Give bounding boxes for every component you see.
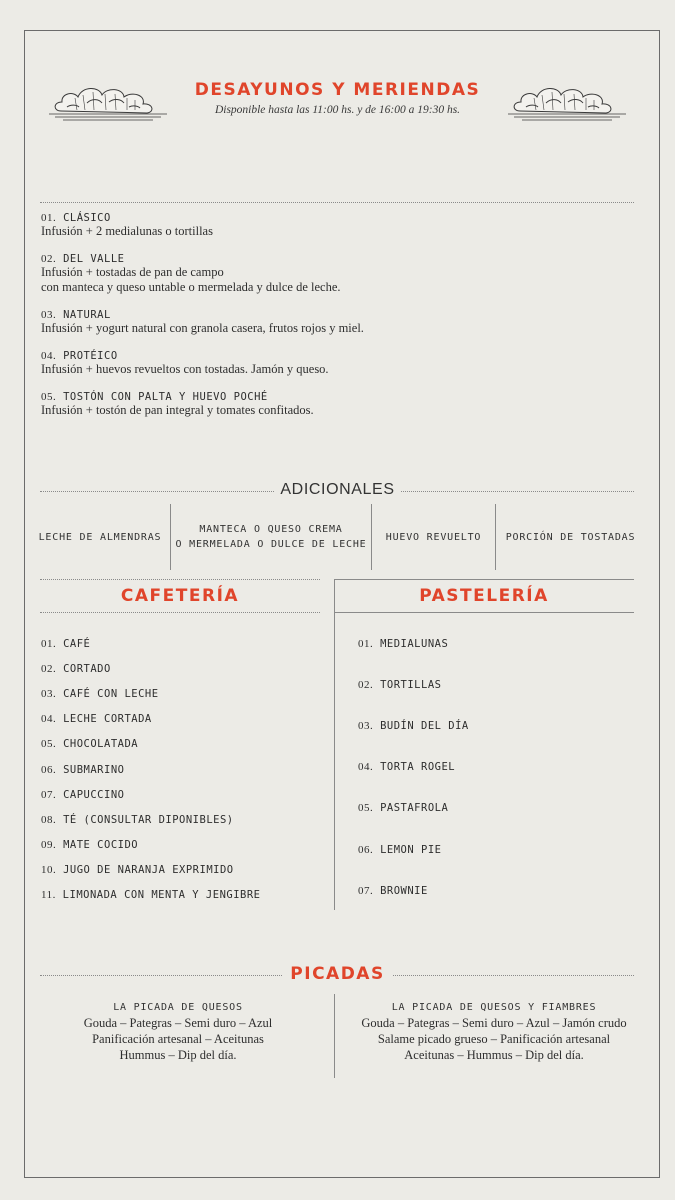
breakfast-item	[41, 212, 621, 239]
item-name: NATURAL	[63, 309, 111, 321]
page-title: DESAYUNOS Y MERIENDAS	[194, 80, 481, 100]
item-number: 01.	[41, 212, 57, 224]
divider	[334, 579, 634, 580]
list-item: 03. BUDÍN DEL DÍA	[358, 720, 469, 732]
list-item: 01. CAFÉ	[41, 638, 91, 650]
picada-line: Hummus – Dip del día.	[119, 1048, 237, 1062]
item-description: con manteca y queso untable o mermelada y dulce de leche.	[41, 280, 341, 294]
item-number: 03.	[41, 309, 57, 321]
column-separator	[334, 579, 335, 910]
divider	[40, 202, 634, 203]
adicionales-title: ADICIONALES	[274, 481, 400, 498]
breakfast-item	[41, 350, 621, 377]
divider	[40, 579, 320, 580]
picadas-heading	[0, 964, 675, 984]
list-item: 07. BROWNIE	[358, 885, 428, 897]
item-description: Infusión + huevos revueltos con tostadas. Jamón y queso.	[41, 362, 329, 376]
list-item: 08. TÉ (CONSULTAR DIPONIBLES)	[41, 814, 234, 826]
list-item: 04. LECHE CORTADA	[41, 713, 152, 725]
list-item: 09. MATE COCIDO	[41, 839, 139, 851]
picada-name: LA PICADA DE QUESOS Y FIAMBRES	[391, 1002, 597, 1013]
item-name: TOSTÓN CON PALTA Y HUEVO POCHÉ	[63, 391, 268, 403]
item-number: 05.	[41, 391, 57, 403]
list-item: 03. CAFÉ CON LECHE	[41, 688, 159, 700]
divider	[40, 612, 320, 613]
item-number: 04.	[41, 350, 57, 362]
pasteleria-title: PASTELERÍA	[419, 586, 549, 606]
list-item: 02. TORTILLAS	[358, 679, 442, 691]
list-item: 10. JUGO DE NARANJA EXPRIMIDO	[41, 864, 234, 876]
list-item: 06. LEMON PIE	[358, 844, 442, 856]
breakfast-item	[41, 253, 621, 295]
list-item: 05. PASTAFROLA	[358, 802, 449, 814]
item-description: Infusión + 2 medialunas o tortillas	[41, 224, 213, 238]
adicional-item: MANTECA O QUESO CREMA O MERMELADA O DULCE DE LECHE	[175, 524, 367, 550]
adicionales-heading	[0, 481, 675, 499]
list-item: 02. CORTADO	[41, 663, 111, 675]
list-item: 05. CHOCOLATADA	[41, 738, 139, 750]
page-subtitle: Disponible hasta las 11:00 hs. y de 16:00 a 19:30 hs.	[214, 104, 461, 116]
list-item: 11. LIMONADA CON MENTA Y JENGIBRE	[41, 889, 261, 901]
picada-line: Panificación artesanal – Aceitunas	[92, 1032, 264, 1046]
cafeteria-title: CAFETERÍA	[120, 586, 240, 606]
item-name: CLÁSICO	[63, 212, 111, 224]
adicional-item: PORCIÓN DE TOSTADAS	[505, 531, 636, 543]
adicional-item: LECHE DE ALMENDRAS	[38, 531, 162, 543]
list-item: 04. TORTA ROGEL	[358, 761, 456, 773]
adicionales-row	[30, 504, 645, 570]
picada-name: LA PICADA DE QUESOS	[113, 1002, 243, 1013]
breakfast-item	[41, 391, 621, 418]
picada-line: Aceitunas – Hummus – Dip del día.	[404, 1048, 584, 1062]
picadas-title: PICADAS	[282, 964, 392, 984]
item-name: PROTÉICO	[63, 350, 118, 362]
picada-item	[28, 1002, 328, 1063]
breakfast-item	[41, 309, 621, 336]
item-name: DEL VALLE	[63, 253, 125, 265]
list-item: 07. CAPUCCINO	[41, 789, 125, 801]
picada-item	[344, 1002, 644, 1063]
picada-line: Gouda – Pategras – Semi duro – Azul	[83, 1016, 273, 1030]
adicional-item: HUEVO REVUELTO	[385, 531, 482, 543]
divider	[334, 612, 634, 613]
breakfast-list	[41, 212, 621, 432]
picada-line: Gouda – Pategras – Semi duro – Azul – Jamón crudo	[361, 1016, 627, 1030]
item-description: Infusión + yogurt natural con granola casera, frutos rojos y miel.	[41, 321, 364, 335]
list-item: 06. SUBMARINO	[41, 764, 125, 776]
item-number: 02.	[41, 253, 57, 265]
item-description: Infusión + tostón de pan integral y tomates confitados.	[41, 403, 314, 417]
picada-line: Salame picado grueso – Panificación artesanal	[377, 1032, 611, 1046]
column-separator	[334, 994, 335, 1078]
item-description: Infusión + tostadas de pan de campo	[41, 265, 224, 279]
list-item: 01. MEDIALUNAS	[358, 638, 449, 650]
